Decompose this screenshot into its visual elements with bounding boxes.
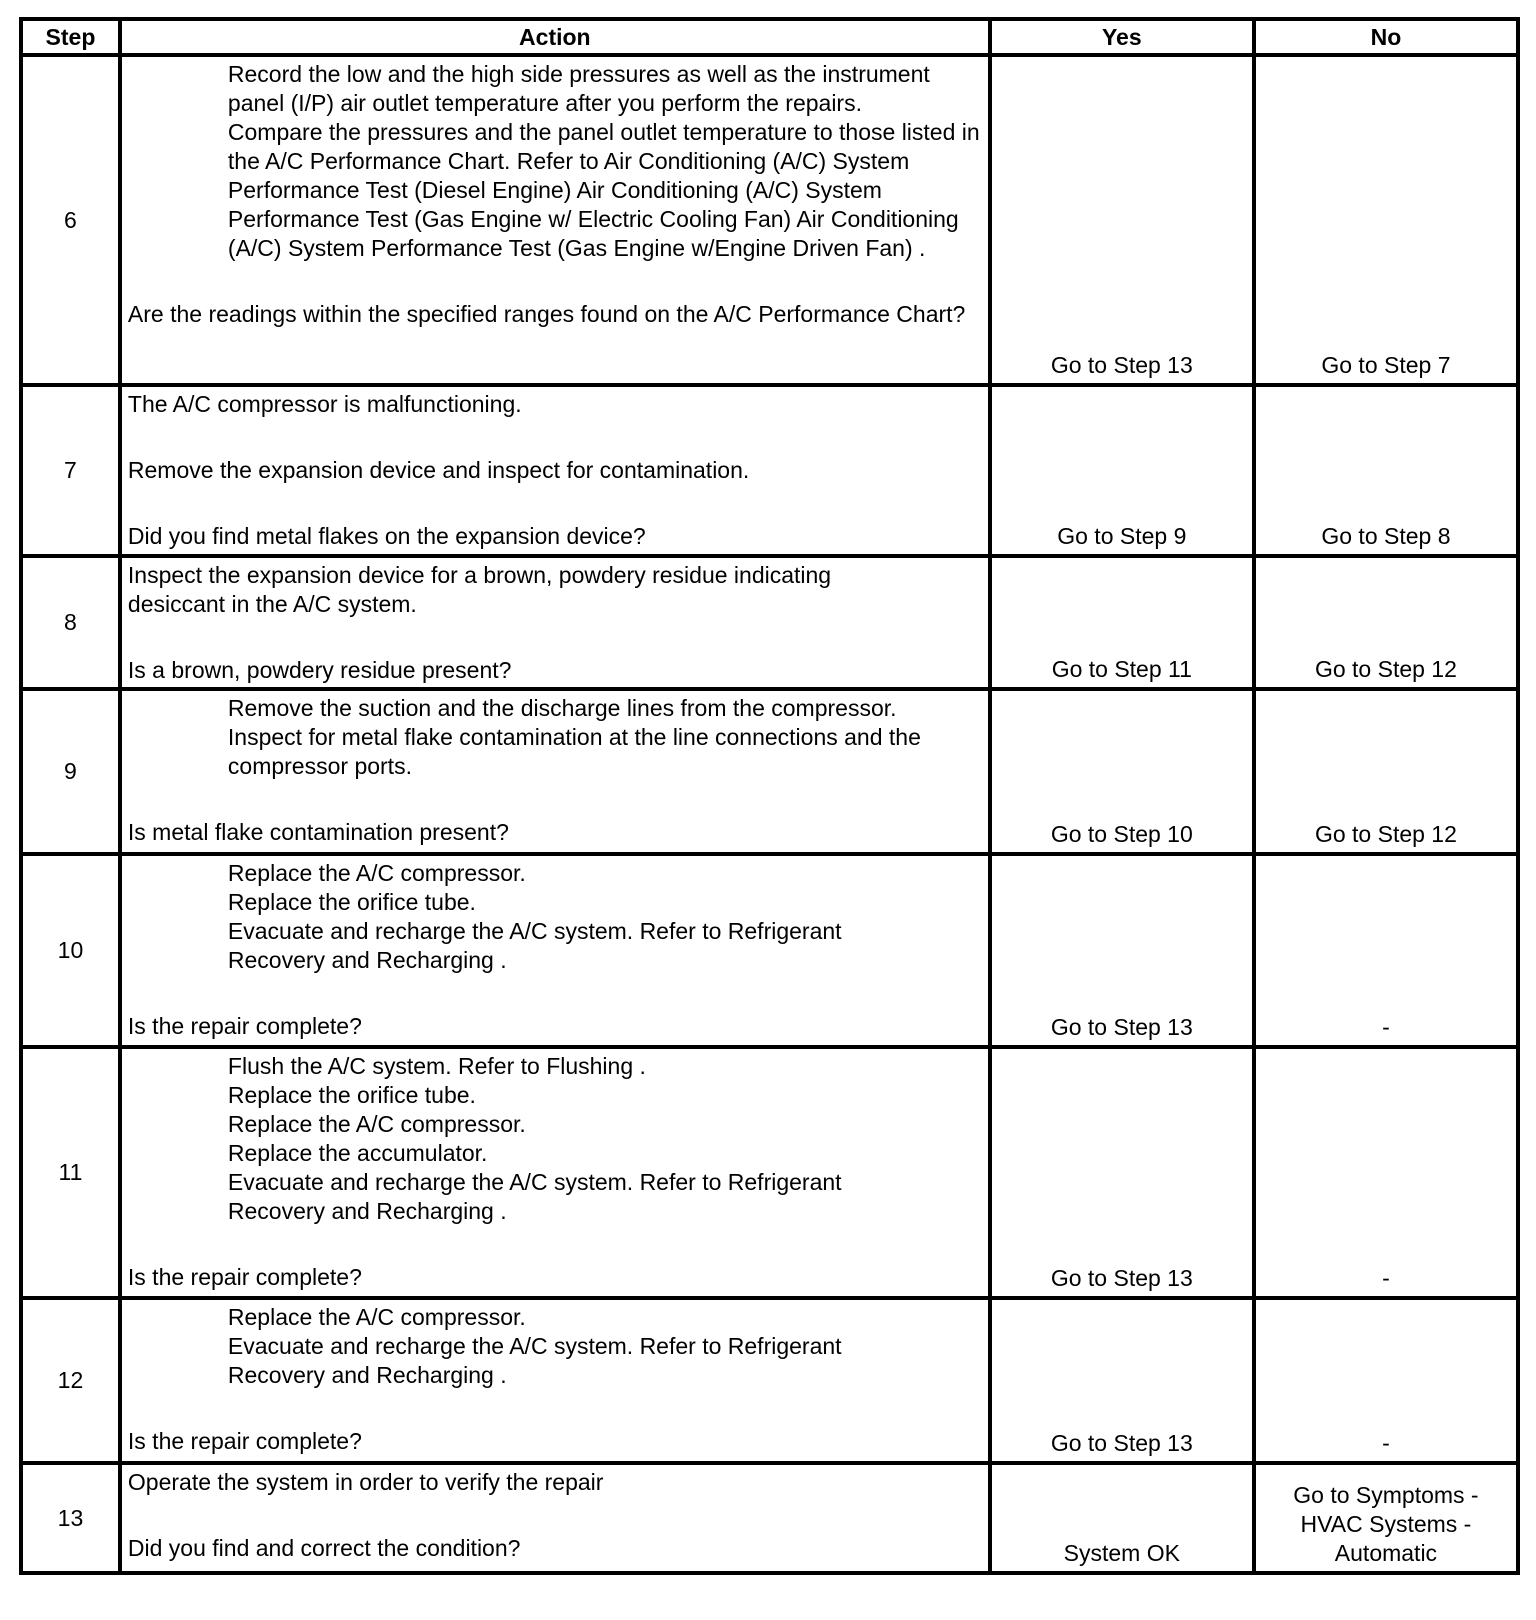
step-number: 11 <box>21 1047 120 1298</box>
diagnostic-table <box>19 17 1520 1575</box>
table-row <box>21 385 1518 556</box>
table-row <box>21 854 1518 1047</box>
yes-result: Go to Step 9 <box>990 385 1254 556</box>
action-cell <box>120 385 990 556</box>
intro-text: The A/C compressor is malfunctioning. <box>127 391 522 417</box>
table-row <box>21 1047 1518 1298</box>
instruction-list <box>128 859 982 975</box>
question-text: Is the repair complete? <box>127 1428 362 1454</box>
table-row <box>21 689 1518 854</box>
no-result: Go to Step 12 <box>1254 556 1518 689</box>
instruction-item: Evacuate and recharge the A/C system. Refer to Refrigerant Recovery and Recharging . <box>227 1333 842 1388</box>
step-number: 8 <box>21 556 120 689</box>
header-step: Step <box>21 19 120 55</box>
question-text: Is metal flake contamination present? <box>127 819 509 845</box>
yes-result: Go to Step 13 <box>990 1298 1254 1463</box>
intro-text: Inspect the expansion device for a brown, powdery residue indicating desiccant in the A/C system. <box>127 562 832 617</box>
instruction-item: Replace the A/C compressor. <box>227 1304 526 1330</box>
action-cell <box>120 854 990 1047</box>
table-row <box>21 1298 1518 1463</box>
header-action: Action <box>120 19 990 55</box>
yes-result: Go to Step 13 <box>990 55 1254 385</box>
instruction-item: Replace the A/C compressor. <box>227 1111 526 1137</box>
action-cell <box>120 1047 990 1298</box>
yes-result: Go to Step 11 <box>990 556 1254 689</box>
statement-text: Remove the expansion device and inspect for contamination. <box>127 457 750 483</box>
instruction-list <box>128 1052 982 1226</box>
no-result: - <box>1254 1298 1518 1463</box>
instruction-item: Compare the pressures and the panel outlet temperature to those listed in the A/C Performance Chart. Refer to Air Conditioning (A/C) System Performance Test (Diesel Engine) Air Conditioning (A/C) System Performance Test (Gas Engine w/ Electric Cooling Fan) Air Conditioning (A/C) System Performance Test (Gas Engine w/Engine Driven Fan) . <box>227 119 980 261</box>
instruction-item: Inspect for metal flake contamination at the line connections and the compressor ports. <box>227 724 921 779</box>
question-text: Is the repair complete? <box>127 1264 362 1290</box>
yes-result: Go to Step 13 <box>990 854 1254 1047</box>
no-result: Go to Step 12 <box>1254 689 1518 854</box>
question-text: Did you find and correct the condition? <box>127 1535 521 1561</box>
action-cell <box>120 1463 990 1573</box>
instruction-item: Replace the A/C compressor. <box>227 860 526 886</box>
header-no: No <box>1254 19 1518 55</box>
step-number: 7 <box>21 385 120 556</box>
intro-text: Operate the system in order to verify the repair <box>127 1469 604 1495</box>
question-text: Did you find metal flakes on the expansion device? <box>127 523 646 549</box>
table-row <box>21 1463 1518 1573</box>
question-text: Is the repair complete? <box>127 1013 362 1039</box>
yes-result: System OK <box>990 1463 1254 1573</box>
step-number: 12 <box>21 1298 120 1463</box>
action-cell <box>120 1298 990 1463</box>
instruction-item: Replace the accumulator. <box>227 1140 488 1166</box>
action-cell <box>120 556 990 689</box>
step-number: 13 <box>21 1463 120 1573</box>
no-result: - <box>1254 1047 1518 1298</box>
yes-result: Go to Step 10 <box>990 689 1254 854</box>
question-text: Is a brown, powdery residue present? <box>127 657 512 683</box>
no-result: Go to Step 8 <box>1254 385 1518 556</box>
action-cell <box>120 689 990 854</box>
no-result: Go to Step 7 <box>1254 55 1518 385</box>
header-yes: Yes <box>990 19 1254 55</box>
instruction-item: Record the low and the high side pressures as well as the instrument panel (I/P) air outlet temperature after you perform the repairs. <box>227 61 930 116</box>
instruction-item: Replace the orifice tube. <box>227 1082 476 1108</box>
step-number: 6 <box>21 55 120 385</box>
step-number: 9 <box>21 689 120 854</box>
instruction-item: Evacuate and recharge the A/C system. Refer to Refrigerant Recovery and Recharging . <box>227 918 842 973</box>
step-number: 10 <box>21 854 120 1047</box>
header-row <box>21 19 1518 55</box>
yes-result: Go to Step 13 <box>990 1047 1254 1298</box>
instruction-item: Evacuate and recharge the A/C system. Refer to Refrigerant Recovery and Recharging . <box>227 1169 842 1224</box>
instruction-list <box>128 60 982 263</box>
instruction-list <box>128 694 982 781</box>
question-text: Are the readings within the specified ranges found on the A/C Performance Chart? <box>127 301 966 327</box>
instruction-item: Flush the A/C system. Refer to Flushing . <box>227 1053 646 1079</box>
table-row <box>21 556 1518 689</box>
no-result: - <box>1254 854 1518 1047</box>
instruction-list <box>128 1303 982 1390</box>
table-row <box>21 55 1518 385</box>
action-cell <box>120 55 990 385</box>
instruction-item: Remove the suction and the discharge lines from the compressor. <box>227 695 897 721</box>
instruction-item: Replace the orifice tube. <box>227 889 476 915</box>
no-result: Go to Symptoms - HVAC Systems - Automatic <box>1254 1463 1518 1573</box>
